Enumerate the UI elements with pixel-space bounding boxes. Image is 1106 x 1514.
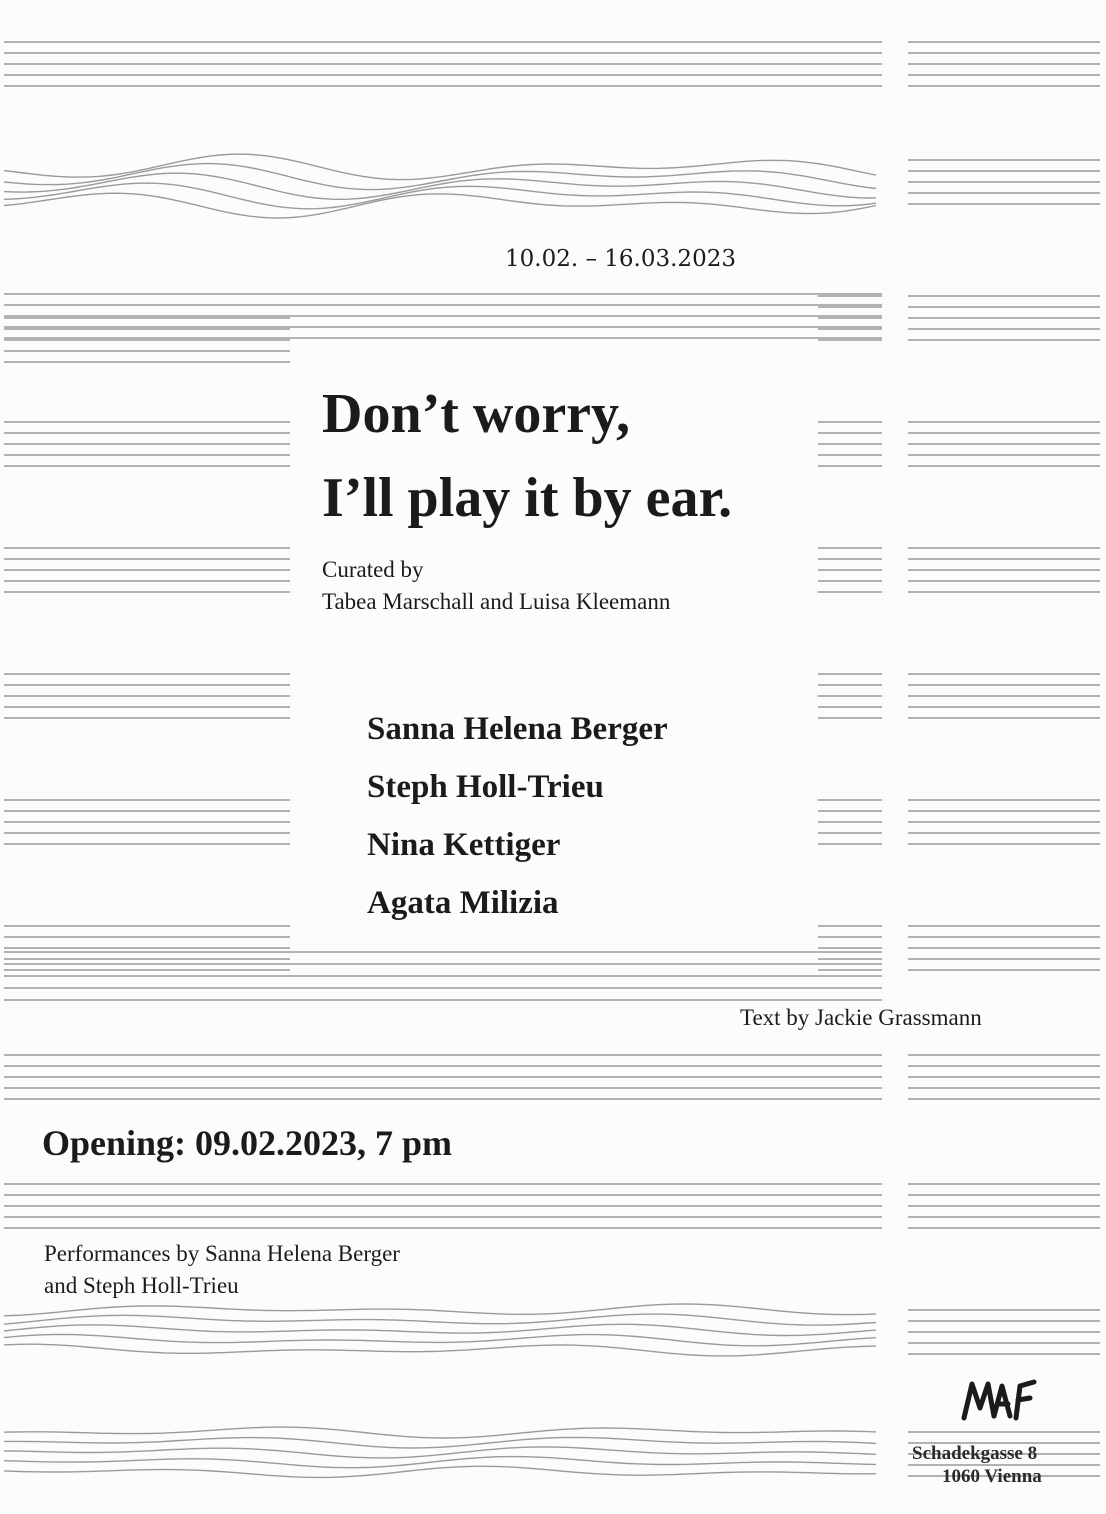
exhibition-title <box>322 372 732 540</box>
venue-logo <box>958 1378 1038 1424</box>
staff-line-wavy <box>4 154 876 180</box>
opening-date: Opening: 09.02.2023, 7 pm <box>42 1123 453 1163</box>
staff-line-wavy <box>4 1437 876 1448</box>
staff-line-wavy <box>4 1314 876 1325</box>
performances-line-1: Performances by Sanna Helena Berger <box>44 1241 400 1266</box>
staff-line-wavy <box>4 1457 876 1468</box>
title-line-2: I’ll play it by ear. <box>322 467 733 529</box>
curator-credit <box>322 554 670 618</box>
staff-line-wavy <box>4 1335 876 1346</box>
artist-name: Steph Holl-Trieu <box>367 769 604 805</box>
venue-address <box>912 1442 1042 1488</box>
staff-line-wavy <box>4 183 876 209</box>
text-credit: Text by Jackie Grassmann <box>740 1005 982 1030</box>
staff-line-wavy <box>4 1324 876 1335</box>
staff-line-wavy <box>4 193 876 218</box>
staff-line-wavy <box>4 1304 876 1316</box>
address-street: Schadekgasse 8 <box>912 1443 1038 1464</box>
performance-credit <box>44 1238 400 1302</box>
curated-by-label: Curated by <box>322 557 424 582</box>
performances-line-2: and Steph Holl-Trieu <box>44 1273 239 1298</box>
staff-line-wavy <box>4 1466 876 1477</box>
staff-line-wavy <box>4 1447 876 1458</box>
artist-name: Nina Kettiger <box>367 827 561 863</box>
exhibition-dates: 10.02. – 16.03.2023 <box>505 246 736 272</box>
title-line-1: Don’t worry, <box>322 383 630 445</box>
artist-name: Agata Milizia <box>367 885 559 921</box>
staff-line-wavy <box>4 1427 876 1438</box>
artist-name: Sanna Helena Berger <box>367 711 668 747</box>
address-city: 1060 Vienna <box>942 1466 1042 1487</box>
artist-list <box>367 700 668 932</box>
curator-names: Tabea Marschall and Luisa Kleemann <box>322 589 671 614</box>
